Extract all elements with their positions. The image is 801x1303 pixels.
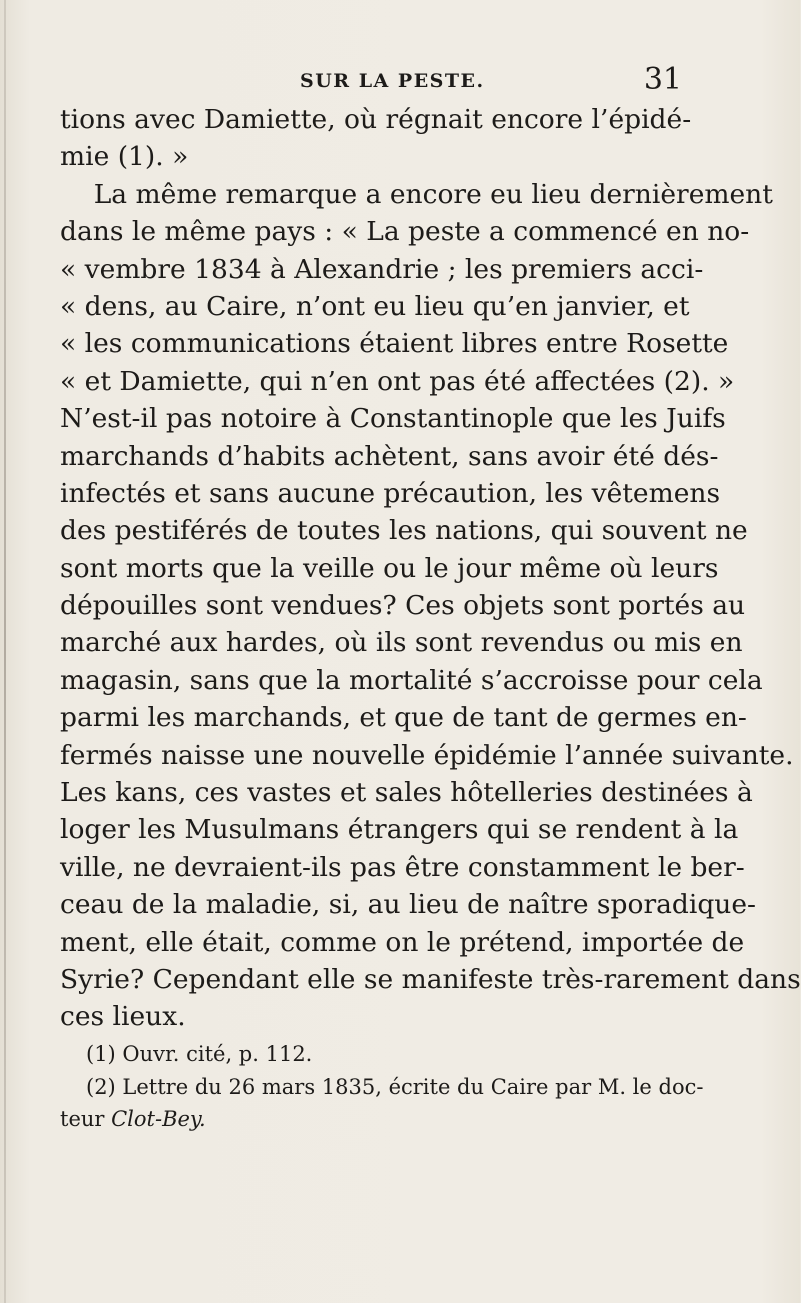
page-gutter-shadow — [4, 0, 6, 1303]
text-line: ceau de la maladie, si, au lieu de naître sporadique- — [60, 889, 757, 921]
text-line: loger les Musulmans étrangers qui se rendent à la — [60, 814, 739, 846]
text-line: mie (1). » — [60, 141, 189, 173]
text-line: fermés naisse une nouvelle épidémie l’année suivante. — [60, 739, 794, 771]
text-line: Syrie? Cependant elle se manifeste très-rarement dans — [60, 963, 801, 995]
text-line: La même remarque a encore eu lieu dernièrement — [60, 178, 773, 210]
text-line: magasin, sans que la mortalité s’accroisse pour cela — [60, 664, 763, 696]
footnote-2: (2) Lettre du 26 mars 1835, écrite du Caire par M. le doc- — [86, 1074, 704, 1099]
text-line: dépouilles sont vendues? Ces objets sont portés au — [60, 590, 746, 622]
text-line: N’est-il pas notoire à Constantinople que les Juifs — [60, 403, 726, 435]
footnote-1: (1) Ouvr. cité, p. 112. — [86, 1042, 313, 1066]
text-line: ville, ne devraient-ils pas être constamment le ber- — [60, 851, 745, 883]
footnote-2-prefix: teur — [60, 1107, 112, 1131]
running-title: SUR LA PESTE. — [300, 70, 485, 92]
running-head — [60, 62, 686, 98]
text-line: sont morts que la veille ou le jour même où leurs — [60, 552, 719, 584]
text-line: Les kans, ces vastes et sales hôtelleries destinées à — [60, 777, 753, 809]
text-line: ment, elle était, comme on le prétend, importée de — [60, 926, 745, 958]
text-line: parmi les marchands, et que de tant de germes en- — [60, 702, 747, 734]
body-text — [60, 101, 801, 1036]
text-line: « dens, au Caire, n’ont eu lieu qu’en janvier, et — [60, 290, 690, 322]
text-line: marchands d’habits achètent, sans avoir été dés- — [60, 440, 719, 472]
text-line: « les communications étaient libres entre Rosette — [60, 328, 729, 360]
text-line: marché aux hardes, où ils sont revendus ou mis en — [60, 627, 743, 659]
page-number: 31 — [643, 62, 682, 97]
footnote-2-continued — [60, 1103, 700, 1136]
text-line: « vembre 1834 à Alexandrie ; les premiers acci- — [60, 253, 704, 285]
text-line: « et Damiette, qui n’en ont pas été affectées (2). » — [60, 365, 735, 397]
text-line: dans le même pays : « La peste a commencé en no- — [60, 216, 750, 248]
text-line: tions avec Damiette, où régnait encore l’épidé- — [60, 104, 692, 135]
text-line: infectés et sans aucune précaution, les vêtemens — [60, 477, 721, 509]
text-line: des pestiférés de toutes les nations, qui souvent ne — [60, 515, 748, 547]
footnote-2-author: Clot-Bey. — [111, 1107, 206, 1131]
text-line: ces lieux. — [60, 1001, 186, 1033]
footnotes — [60, 1038, 704, 1136]
